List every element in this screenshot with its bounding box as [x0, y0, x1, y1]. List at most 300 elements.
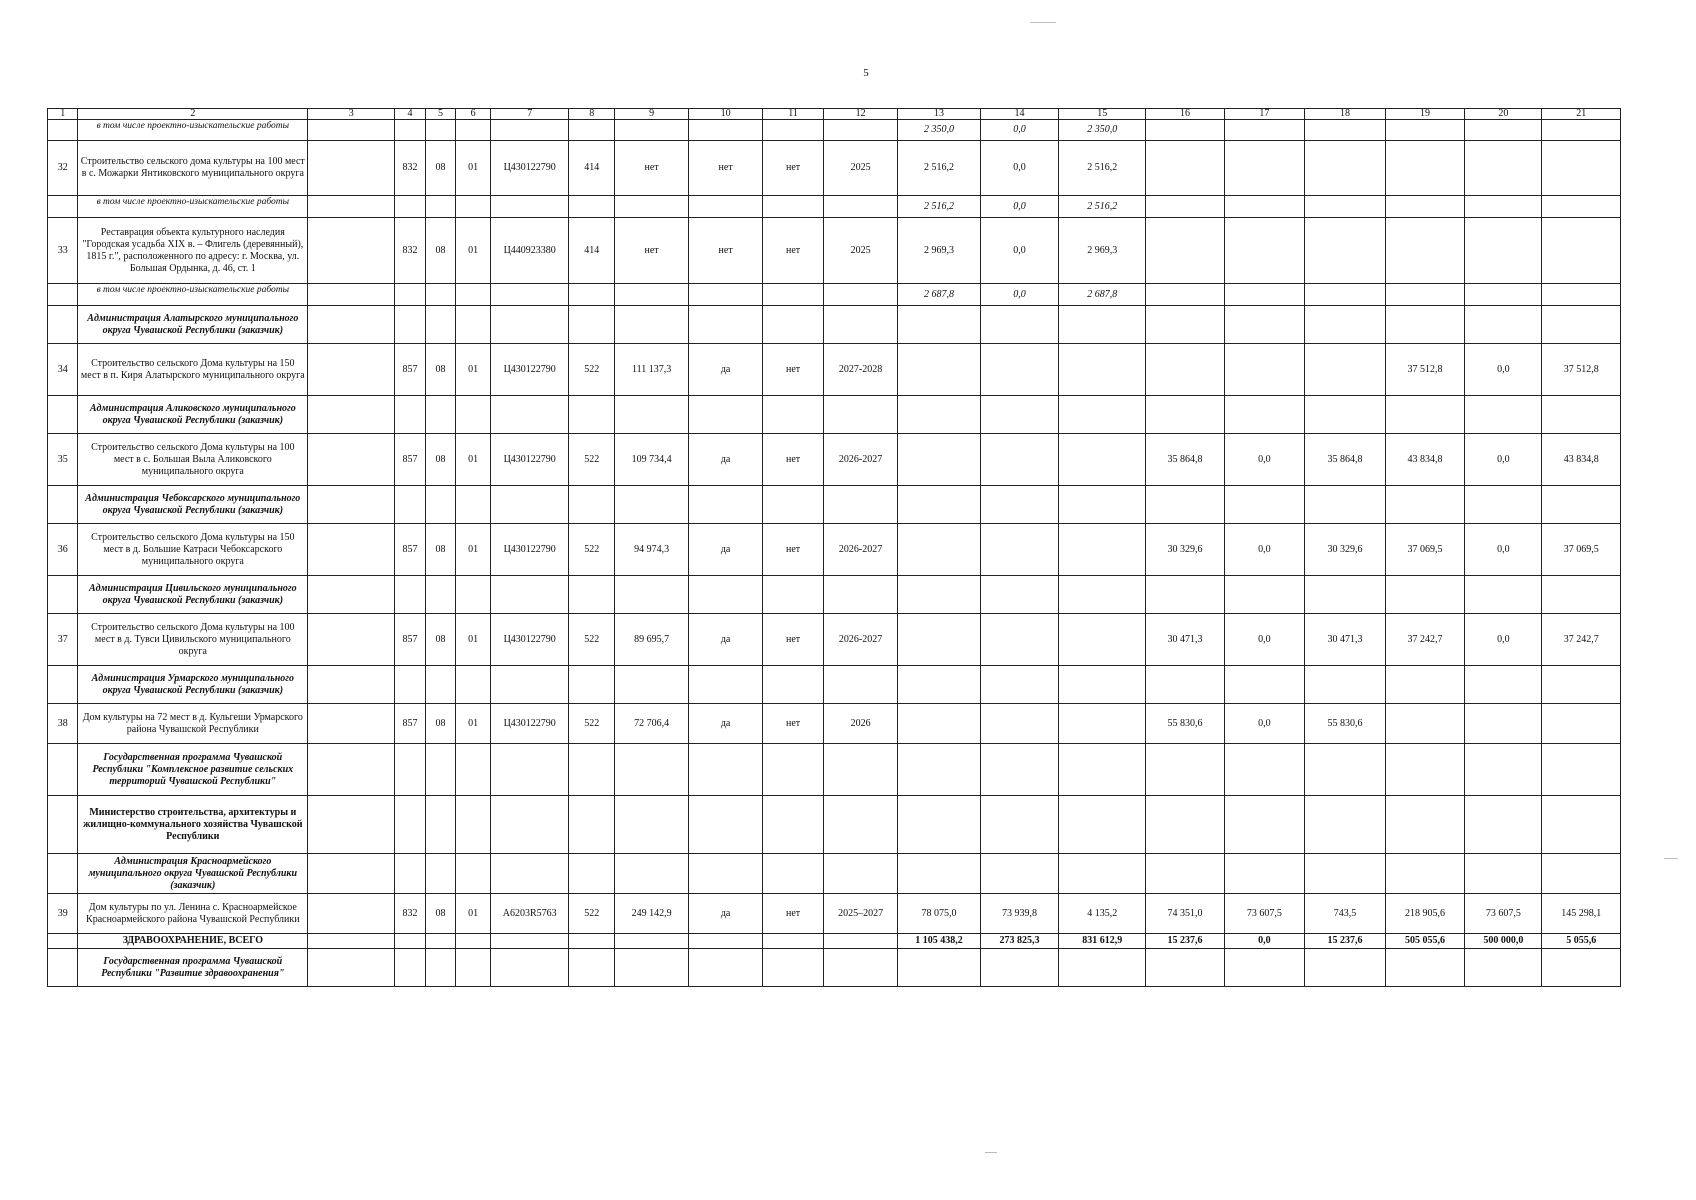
- cell-col-7: А6203R5763: [491, 894, 569, 934]
- cell-col-19: [1385, 796, 1464, 854]
- budget-table: [47, 108, 1621, 987]
- cell-col-21: [1542, 854, 1621, 894]
- cell-col-19: 37 069,5: [1385, 524, 1464, 576]
- cell-col-5: [425, 196, 455, 218]
- cell-col-17: [1224, 949, 1305, 987]
- cell-col-4: 832: [395, 218, 425, 284]
- cell-col-17: [1224, 796, 1305, 854]
- cell-col-3: [308, 306, 395, 344]
- cell-col-17: [1224, 284, 1305, 306]
- cell-col-14: 0,0: [980, 120, 1058, 141]
- cell-col-14: 0,0: [980, 141, 1058, 196]
- table-row: [48, 524, 1621, 576]
- row-number: [48, 284, 78, 306]
- table-row: [48, 614, 1621, 666]
- cell-col-18: [1305, 344, 1386, 396]
- object-name: Администрация Цивильского муниципального округа Чувашской Республики (заказчик): [78, 576, 308, 614]
- cell-col-6: 01: [456, 524, 491, 576]
- cell-col-18: [1305, 196, 1386, 218]
- cell-col-12: [824, 934, 898, 949]
- cell-col-8: [569, 949, 615, 987]
- cell-col-4: [395, 306, 425, 344]
- cell-col-4: 832: [395, 141, 425, 196]
- cell-col-11: [763, 854, 824, 894]
- customer-header-row: [48, 486, 1621, 524]
- cell-col-14: [980, 614, 1058, 666]
- cell-col-9: [615, 854, 689, 894]
- cell-col-13: [898, 704, 981, 744]
- cell-col-21: [1542, 396, 1621, 434]
- column-number: 8: [569, 109, 615, 120]
- cell-col-9: [615, 306, 689, 344]
- object-name: Строительство сельского Дома культуры на 150 мест в п. Киря Алатырского муниципального округа: [78, 344, 308, 396]
- cell-col-9: [615, 934, 689, 949]
- cell-col-17: [1224, 141, 1305, 196]
- cell-col-15: 831 612,9: [1059, 934, 1146, 949]
- cell-col-20: 0,0: [1465, 434, 1542, 486]
- cell-col-8: [569, 284, 615, 306]
- cell-col-18: [1305, 744, 1386, 796]
- cell-col-12: 2026: [824, 704, 898, 744]
- cell-col-13: [898, 434, 981, 486]
- cell-col-15: [1059, 306, 1146, 344]
- cell-col-14: 0,0: [980, 218, 1058, 284]
- cell-col-13: [898, 576, 981, 614]
- cell-col-12: 2025–2027: [824, 894, 898, 934]
- cell-col-20: [1465, 949, 1542, 987]
- cell-col-20: [1465, 218, 1542, 284]
- object-name: Дом культуры по ул. Ленина с. Красноармейское Красноармейского района Чувашской Республики: [78, 894, 308, 934]
- column-number: 13: [898, 109, 981, 120]
- cell-col-7: [491, 854, 569, 894]
- cell-col-10: [689, 854, 763, 894]
- column-number: 21: [1542, 109, 1621, 120]
- cell-col-12: [824, 576, 898, 614]
- cell-col-10: [689, 744, 763, 796]
- cell-col-4: 832: [395, 894, 425, 934]
- cell-col-20: 73 607,5: [1465, 894, 1542, 934]
- cell-col-17: 73 607,5: [1224, 894, 1305, 934]
- cell-col-8: 522: [569, 614, 615, 666]
- cell-col-17: [1224, 218, 1305, 284]
- cell-col-12: 2026-2027: [824, 434, 898, 486]
- cell-col-15: [1059, 434, 1146, 486]
- cell-col-3: [308, 524, 395, 576]
- object-name: Государственная программа Чувашской Республики "Комплексное развитие сельских территорий Чувашской Республики": [78, 744, 308, 796]
- cell-col-8: [569, 854, 615, 894]
- cell-col-9: [615, 120, 689, 141]
- cell-col-8: [569, 934, 615, 949]
- cell-col-15: [1059, 396, 1146, 434]
- cell-col-14: 73 939,8: [980, 894, 1058, 934]
- cell-col-18: [1305, 854, 1386, 894]
- object-name: Строительство сельского Дома культуры на 150 мест в д. Большие Катраси Чебоксарского муниципального округа: [78, 524, 308, 576]
- cell-col-10: [689, 120, 763, 141]
- cell-col-21: 5 055,6: [1542, 934, 1621, 949]
- subtotal-row: [48, 284, 1621, 306]
- cell-col-6: [456, 666, 491, 704]
- cell-col-16: 55 830,6: [1146, 704, 1224, 744]
- cell-col-18: 30 471,3: [1305, 614, 1386, 666]
- column-number: 6: [456, 109, 491, 120]
- cell-col-9: [615, 284, 689, 306]
- cell-col-6: [456, 284, 491, 306]
- cell-col-6: [456, 396, 491, 434]
- cell-col-19: [1385, 396, 1464, 434]
- cell-col-20: [1465, 196, 1542, 218]
- cell-col-16: 35 864,8: [1146, 434, 1224, 486]
- cell-col-8: [569, 396, 615, 434]
- scan-mark: [1030, 22, 1056, 23]
- cell-col-11: нет: [763, 894, 824, 934]
- cell-col-9: [615, 576, 689, 614]
- cell-col-19: [1385, 486, 1464, 524]
- column-number: 20: [1465, 109, 1542, 120]
- cell-col-16: [1146, 120, 1224, 141]
- column-number: 3: [308, 109, 395, 120]
- cell-col-11: нет: [763, 704, 824, 744]
- cell-col-7: [491, 796, 569, 854]
- cell-col-7: [491, 306, 569, 344]
- page-number: 5: [863, 67, 869, 79]
- table-row: [48, 344, 1621, 396]
- cell-col-16: [1146, 796, 1224, 854]
- cell-col-20: [1465, 486, 1542, 524]
- object-name: Администрация Алатырского муниципального округа Чувашской Республики (заказчик): [78, 306, 308, 344]
- cell-col-7: [491, 666, 569, 704]
- cell-col-17: 0,0: [1224, 434, 1305, 486]
- cell-col-8: [569, 196, 615, 218]
- scan-mark: [985, 1152, 997, 1153]
- cell-col-16: [1146, 949, 1224, 987]
- cell-col-15: 2 687,8: [1059, 284, 1146, 306]
- cell-col-17: [1224, 306, 1305, 344]
- cell-col-17: [1224, 486, 1305, 524]
- cell-col-15: 4 135,2: [1059, 894, 1146, 934]
- cell-col-14: [980, 666, 1058, 704]
- cell-col-16: [1146, 486, 1224, 524]
- cell-col-17: [1224, 396, 1305, 434]
- cell-col-11: [763, 396, 824, 434]
- cell-col-14: [980, 524, 1058, 576]
- cell-col-13: 2 516,2: [898, 196, 981, 218]
- customer-header-row: [48, 796, 1621, 854]
- cell-col-9: [615, 796, 689, 854]
- customer-header-row: [48, 306, 1621, 344]
- object-name: Администрация Красноармейского муниципального округа Чувашской Республики (заказчик): [78, 854, 308, 894]
- cell-col-5: [425, 949, 455, 987]
- column-number: 16: [1146, 109, 1224, 120]
- cell-col-3: [308, 934, 395, 949]
- cell-col-11: [763, 576, 824, 614]
- cell-col-12: [824, 396, 898, 434]
- cell-col-14: [980, 854, 1058, 894]
- cell-col-12: [824, 949, 898, 987]
- cell-col-20: 0,0: [1465, 524, 1542, 576]
- cell-col-13: [898, 486, 981, 524]
- cell-col-5: [425, 666, 455, 704]
- cell-col-18: 15 237,6: [1305, 934, 1386, 949]
- cell-col-3: [308, 141, 395, 196]
- cell-col-10: да: [689, 434, 763, 486]
- cell-col-21: [1542, 120, 1621, 141]
- column-number-row: [48, 109, 1621, 120]
- cell-col-3: [308, 949, 395, 987]
- object-name: Администрация Чебоксарского муниципального округа Чувашской Республики (заказчик): [78, 486, 308, 524]
- cell-col-13: 2 516,2: [898, 141, 981, 196]
- column-number: 12: [824, 109, 898, 120]
- cell-col-20: [1465, 396, 1542, 434]
- cell-col-11: [763, 284, 824, 306]
- cell-col-6: [456, 934, 491, 949]
- cell-col-15: [1059, 949, 1146, 987]
- cell-col-12: 2025: [824, 141, 898, 196]
- cell-col-13: [898, 614, 981, 666]
- cell-col-18: [1305, 666, 1386, 704]
- column-number: 19: [1385, 109, 1464, 120]
- cell-col-3: [308, 666, 395, 704]
- row-number: 38: [48, 704, 78, 744]
- object-name: Реставрация объекта культурного наследия "Городская усадьба XIX в. – Флигель (деревянный), 1815 г.", расположенного по адресу: г. Москва, ул. Большая Ордынка, д. 46, ст. 1: [78, 218, 308, 284]
- cell-col-17: 0,0: [1224, 934, 1305, 949]
- cell-col-10: да: [689, 704, 763, 744]
- cell-col-21: [1542, 666, 1621, 704]
- cell-col-3: [308, 196, 395, 218]
- cell-col-6: 01: [456, 218, 491, 284]
- cell-col-20: 500 000,0: [1465, 934, 1542, 949]
- cell-col-7: [491, 949, 569, 987]
- cell-col-19: [1385, 576, 1464, 614]
- cell-col-16: 30 329,6: [1146, 524, 1224, 576]
- cell-col-6: [456, 120, 491, 141]
- cell-col-11: [763, 306, 824, 344]
- cell-col-19: [1385, 666, 1464, 704]
- cell-col-6: [456, 486, 491, 524]
- row-number: [48, 486, 78, 524]
- cell-col-14: [980, 704, 1058, 744]
- cell-col-21: [1542, 196, 1621, 218]
- cell-col-16: [1146, 576, 1224, 614]
- cell-col-6: [456, 576, 491, 614]
- cell-col-9: 109 734,4: [615, 434, 689, 486]
- cell-col-13: 1 105 438,2: [898, 934, 981, 949]
- cell-col-3: [308, 894, 395, 934]
- cell-col-9: [615, 396, 689, 434]
- cell-col-11: нет: [763, 218, 824, 284]
- cell-col-4: 857: [395, 434, 425, 486]
- cell-col-21: [1542, 744, 1621, 796]
- cell-col-15: [1059, 796, 1146, 854]
- cell-col-4: 857: [395, 344, 425, 396]
- cell-col-12: [824, 666, 898, 704]
- cell-col-7: Ц440923380: [491, 218, 569, 284]
- column-number: 10: [689, 109, 763, 120]
- cell-col-10: [689, 949, 763, 987]
- cell-col-9: [615, 949, 689, 987]
- cell-col-21: 43 834,8: [1542, 434, 1621, 486]
- cell-col-13: [898, 344, 981, 396]
- column-number: 15: [1059, 109, 1146, 120]
- cell-col-5: [425, 284, 455, 306]
- cell-col-9: нет: [615, 218, 689, 284]
- cell-col-10: [689, 306, 763, 344]
- cell-col-15: [1059, 614, 1146, 666]
- cell-col-8: [569, 486, 615, 524]
- cell-col-10: нет: [689, 141, 763, 196]
- row-number: [48, 306, 78, 344]
- object-name: в том числе проектно-изыскательские работы: [78, 284, 308, 306]
- cell-col-4: [395, 666, 425, 704]
- cell-col-20: [1465, 744, 1542, 796]
- cell-col-20: [1465, 576, 1542, 614]
- cell-col-19: [1385, 854, 1464, 894]
- cell-col-4: [395, 576, 425, 614]
- cell-col-16: 74 351,0: [1146, 894, 1224, 934]
- column-number: 4: [395, 109, 425, 120]
- cell-col-9: 72 706,4: [615, 704, 689, 744]
- cell-col-18: [1305, 141, 1386, 196]
- cell-col-16: [1146, 218, 1224, 284]
- cell-col-5: [425, 744, 455, 796]
- cell-col-3: [308, 434, 395, 486]
- cell-col-12: 2026-2027: [824, 524, 898, 576]
- cell-col-6: [456, 854, 491, 894]
- cell-col-11: [763, 666, 824, 704]
- column-number: 17: [1224, 109, 1305, 120]
- cell-col-15: [1059, 524, 1146, 576]
- cell-col-3: [308, 218, 395, 284]
- cell-col-11: нет: [763, 141, 824, 196]
- cell-col-12: 2025: [824, 218, 898, 284]
- row-number: [48, 576, 78, 614]
- cell-col-11: [763, 486, 824, 524]
- cell-col-19: [1385, 949, 1464, 987]
- cell-col-19: [1385, 704, 1464, 744]
- cell-col-5: [425, 934, 455, 949]
- cell-col-21: [1542, 141, 1621, 196]
- column-number: 14: [980, 109, 1058, 120]
- cell-col-14: 273 825,3: [980, 934, 1058, 949]
- cell-col-4: [395, 796, 425, 854]
- cell-col-4: 857: [395, 614, 425, 666]
- cell-col-14: 0,0: [980, 284, 1058, 306]
- cell-col-19: [1385, 744, 1464, 796]
- cell-col-20: [1465, 120, 1542, 141]
- cell-col-5: [425, 854, 455, 894]
- cell-col-15: [1059, 486, 1146, 524]
- cell-col-4: 857: [395, 524, 425, 576]
- cell-col-15: [1059, 666, 1146, 704]
- customer-header-row: [48, 949, 1621, 987]
- cell-col-13: 78 075,0: [898, 894, 981, 934]
- cell-col-16: 30 471,3: [1146, 614, 1224, 666]
- cell-col-13: [898, 744, 981, 796]
- column-number: 18: [1305, 109, 1386, 120]
- cell-col-13: [898, 949, 981, 987]
- cell-col-12: [824, 284, 898, 306]
- cell-col-12: [824, 744, 898, 796]
- cell-col-5: 08: [425, 704, 455, 744]
- cell-col-7: [491, 486, 569, 524]
- cell-col-6: 01: [456, 344, 491, 396]
- cell-col-14: [980, 344, 1058, 396]
- subtotal-row: [48, 120, 1621, 141]
- cell-col-15: 2 350,0: [1059, 120, 1146, 141]
- cell-col-3: [308, 704, 395, 744]
- cell-col-12: [824, 120, 898, 141]
- cell-col-18: 743,5: [1305, 894, 1386, 934]
- cell-col-18: [1305, 949, 1386, 987]
- cell-col-21: [1542, 218, 1621, 284]
- cell-col-6: 01: [456, 894, 491, 934]
- cell-col-14: 0,0: [980, 196, 1058, 218]
- cell-col-21: [1542, 704, 1621, 744]
- cell-col-6: 01: [456, 141, 491, 196]
- cell-col-19: 37 242,7: [1385, 614, 1464, 666]
- cell-col-20: [1465, 306, 1542, 344]
- cell-col-5: 08: [425, 894, 455, 934]
- cell-col-16: 15 237,6: [1146, 934, 1224, 949]
- object-name: Министерство строительства, архитектуры и жилищно-коммунального хозяйства Чувашской Республики: [78, 796, 308, 854]
- cell-col-10: [689, 576, 763, 614]
- cell-col-4: [395, 486, 425, 524]
- cell-col-13: [898, 396, 981, 434]
- object-name: Строительство сельского дома культуры на 100 мест в с. Можарки Янтиковского муниципального округа: [78, 141, 308, 196]
- cell-col-8: [569, 306, 615, 344]
- row-number: [48, 796, 78, 854]
- cell-col-10: [689, 934, 763, 949]
- cell-col-14: [980, 486, 1058, 524]
- cell-col-15: 2 516,2: [1059, 196, 1146, 218]
- cell-col-18: [1305, 306, 1386, 344]
- cell-col-5: 08: [425, 524, 455, 576]
- cell-col-7: Ц430122790: [491, 141, 569, 196]
- cell-col-7: Ц430122790: [491, 524, 569, 576]
- cell-col-4: [395, 396, 425, 434]
- cell-col-18: [1305, 120, 1386, 141]
- cell-col-5: 08: [425, 614, 455, 666]
- cell-col-14: [980, 796, 1058, 854]
- cell-col-21: 37 069,5: [1542, 524, 1621, 576]
- row-number: [48, 120, 78, 141]
- cell-col-16: [1146, 196, 1224, 218]
- cell-col-18: [1305, 576, 1386, 614]
- cell-col-5: 08: [425, 218, 455, 284]
- cell-col-17: [1224, 854, 1305, 894]
- cell-col-12: [824, 486, 898, 524]
- cell-col-15: 2 516,2: [1059, 141, 1146, 196]
- row-number: 34: [48, 344, 78, 396]
- cell-col-13: [898, 796, 981, 854]
- object-name: в том числе проектно-изыскательские работы: [78, 120, 308, 141]
- cell-col-12: 2026-2027: [824, 614, 898, 666]
- cell-col-11: [763, 196, 824, 218]
- cell-col-20: [1465, 666, 1542, 704]
- cell-col-3: [308, 284, 395, 306]
- cell-col-13: [898, 854, 981, 894]
- object-name: Строительство сельского Дома культуры на 100 мест в д. Тувси Цивильского муниципального округа: [78, 614, 308, 666]
- cell-col-10: да: [689, 344, 763, 396]
- table-row: [48, 218, 1621, 284]
- object-name: Строительство сельского Дома культуры на 100 мест в с. Большая Выла Аликовского муниципального округа: [78, 434, 308, 486]
- cell-col-3: [308, 344, 395, 396]
- cell-col-11: [763, 120, 824, 141]
- cell-col-4: [395, 854, 425, 894]
- row-number: [48, 854, 78, 894]
- column-number: 2: [78, 109, 308, 120]
- cell-col-16: [1146, 344, 1224, 396]
- row-number: 39: [48, 894, 78, 934]
